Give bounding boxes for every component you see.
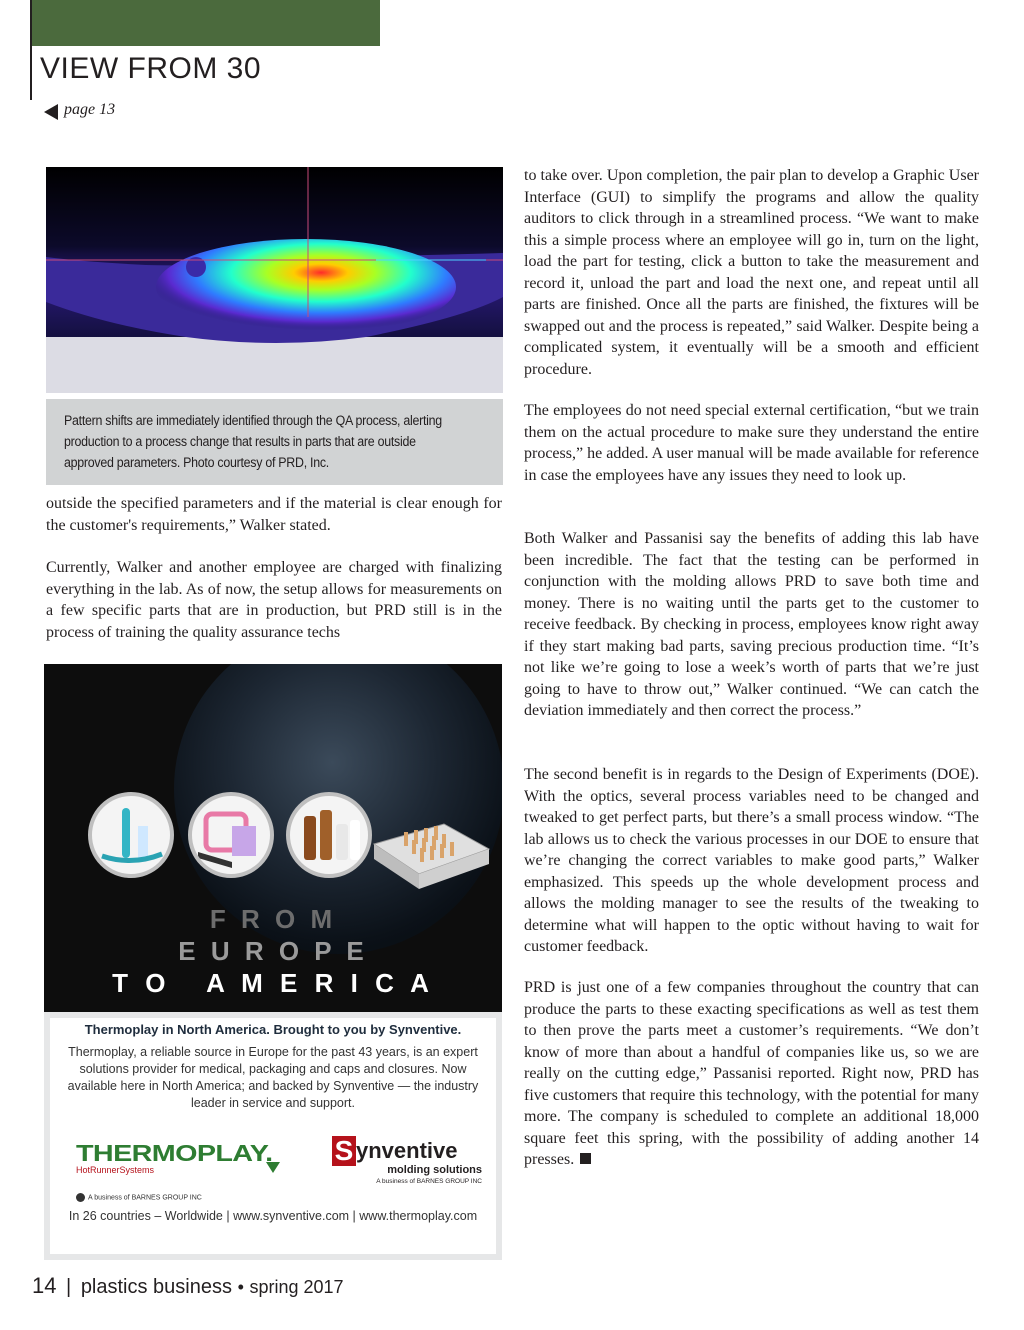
end-of-article-icon — [580, 1153, 591, 1164]
thermal-pattern-graphic — [46, 167, 503, 393]
synventive-parent: A business of BARNES GROUP INC — [376, 1178, 482, 1185]
hot-runner-mold-icon — [364, 804, 494, 894]
right-paragraph-4: The second benefit is in regards to the Design of Experiments (DOE). With the optics, several process variables need to be changed and tweaked to get perfect parts, but there’s a small process window. “The lab allows us to check the various processes in our DOE to ensure that we’re changing the correct variables to make good parts,” Walker emphasized. This speeds up the whole development process and allows the molding manager to see the results of the tweaking to determine what will happen to the optic without having to wait for customer feedback. — [524, 766, 979, 955]
right-paragraph-5 — [524, 977, 979, 1171]
page-footer — [32, 1273, 344, 1299]
barnes-group-icon — [76, 1193, 85, 1202]
caps-closures-icon — [286, 792, 372, 878]
synventive-subtitle: molding solutions — [387, 1164, 482, 1176]
footer-separator: | — [66, 1276, 72, 1298]
thermal-photo — [46, 167, 503, 393]
ad-tagline-europe: E U R O P E — [178, 936, 368, 966]
right-paragraph-1: to take over. Upon completion, the pair plan to develop a Graphic User Interface (GUI) to simplify the programs and allow the quality auditors to click through in a streamlined process. “We want to make this a simple process where an employee will go in, turn on the light, load the part for testing, click a button to take the measurement and record it, unload the part and load the next one, and repeat until all parts are finished. Once all the parts are finished, the fixtures will be swapped out and the process is repeated,” said Walker. Despite being a complicated system, it eventually will be a smooth and efficient procedure. — [524, 167, 979, 378]
section-title: VIEW FROM 30 — [40, 52, 262, 85]
ad-tagline-from: F R O M — [209, 904, 337, 934]
header-rule — [30, 0, 32, 100]
packaging-products-icon — [188, 792, 274, 878]
thermoplay-advertisement — [44, 664, 502, 1260]
right-paragraph-3: Both Walker and Passanisi say the benefits of adding this lab have been incredible. The fact that the testing can be performed in conjunction with the molding allows PRD to save both time and money. There is no waiting until the parts get to the customer to receive feedback. By checking in process, employees know right away if they start making bad parts, saving precious production time. “It’s not like we’re going to lose a week’s worth of parts that we’re just going to have to throw out,” Walker continued. “We can catch the deviation immediately and then correct the process.” — [524, 530, 979, 719]
thermoplay-parent-text: A business of BARNES GROUP INC — [88, 1194, 202, 1202]
issue-date: spring 2017 — [249, 1277, 344, 1297]
header-color-bar — [30, 0, 380, 46]
right-paragraph-2: The employees do not need special external certification, “but we train them on the actual procedure to make sure they understand the entire process,” he added. A user manual will be made available for reference in case the employees have any issues they need to look up. — [524, 402, 979, 484]
left-paragraph-2: Currently, Walker and another employee are charged with finalizing everything in the lab. As of now, the setup allows for measurements on a few specific parts that are in production, but PRD still is in the process of training the quality assurance techs — [46, 559, 502, 641]
ad-headline: Thermoplay in North America. Brought to you by Synventive. — [84, 1022, 462, 1037]
back-arrow-icon — [44, 104, 58, 120]
photo-caption: Pattern shifts are immediately identified through the QA process, alerting production to a process change that results in parts that are outside approved parameters. Photo courtesy of PRD, Inc. — [64, 413, 442, 470]
page-number: 14 — [32, 1273, 57, 1298]
thermoplay-wordmark: THERMOPLAY. — [76, 1140, 273, 1166]
thermoplay-logo — [76, 1140, 286, 1202]
thermoplay-parent — [76, 1193, 286, 1202]
thermoplay-subtitle: HotRunnerSystems — [76, 1165, 155, 1175]
synventive-s-mark: S — [332, 1136, 356, 1166]
footer-bullet: • — [237, 1277, 244, 1297]
thermoplay-emblem-icon — [266, 1162, 280, 1173]
ad-hero-area — [44, 664, 502, 1012]
ad-tagline-america: T O A M E R I C A — [112, 968, 434, 998]
continued-from-label: page 13 — [64, 101, 116, 118]
synventive-wordmark: ynventive — [356, 1138, 458, 1163]
ad-footer: In 26 countries – Worldwide | www.synventive.com | www.thermoplay.com — [68, 1209, 478, 1223]
publication-name: plastics business — [80, 1276, 232, 1298]
synventive-logo — [332, 1136, 482, 1185]
left-paragraph-1: outside the specified parameters and if the material is clear enough for the customer's requirements,” Walker stated. — [46, 495, 502, 534]
right-paragraph-5-text: PRD is just one of a few companies throughout the country that can produce the parts to these exacting specifications as well as test them to then prove the parts meet a customer’s requirements. “We don’t know of more than about a handful of companies like us, so we are really on the cutting edge,” Passanisi reported. Right now, PRD has five customers that require this technology, with the potential for many more. The company is scheduled to complete an additional 18,000 square feet this spring, with the possibility of adding another 14 presses. — [524, 979, 979, 1168]
ad-description: Thermoplay, a reliable source in Europe for the past 43 years, is an expert solutions provider for medical, packaging and caps and closures. Now available here in North America; and backed by Synventive — the industry leader in service and support. — [67, 1045, 479, 1110]
medical-products-icon — [88, 792, 174, 878]
